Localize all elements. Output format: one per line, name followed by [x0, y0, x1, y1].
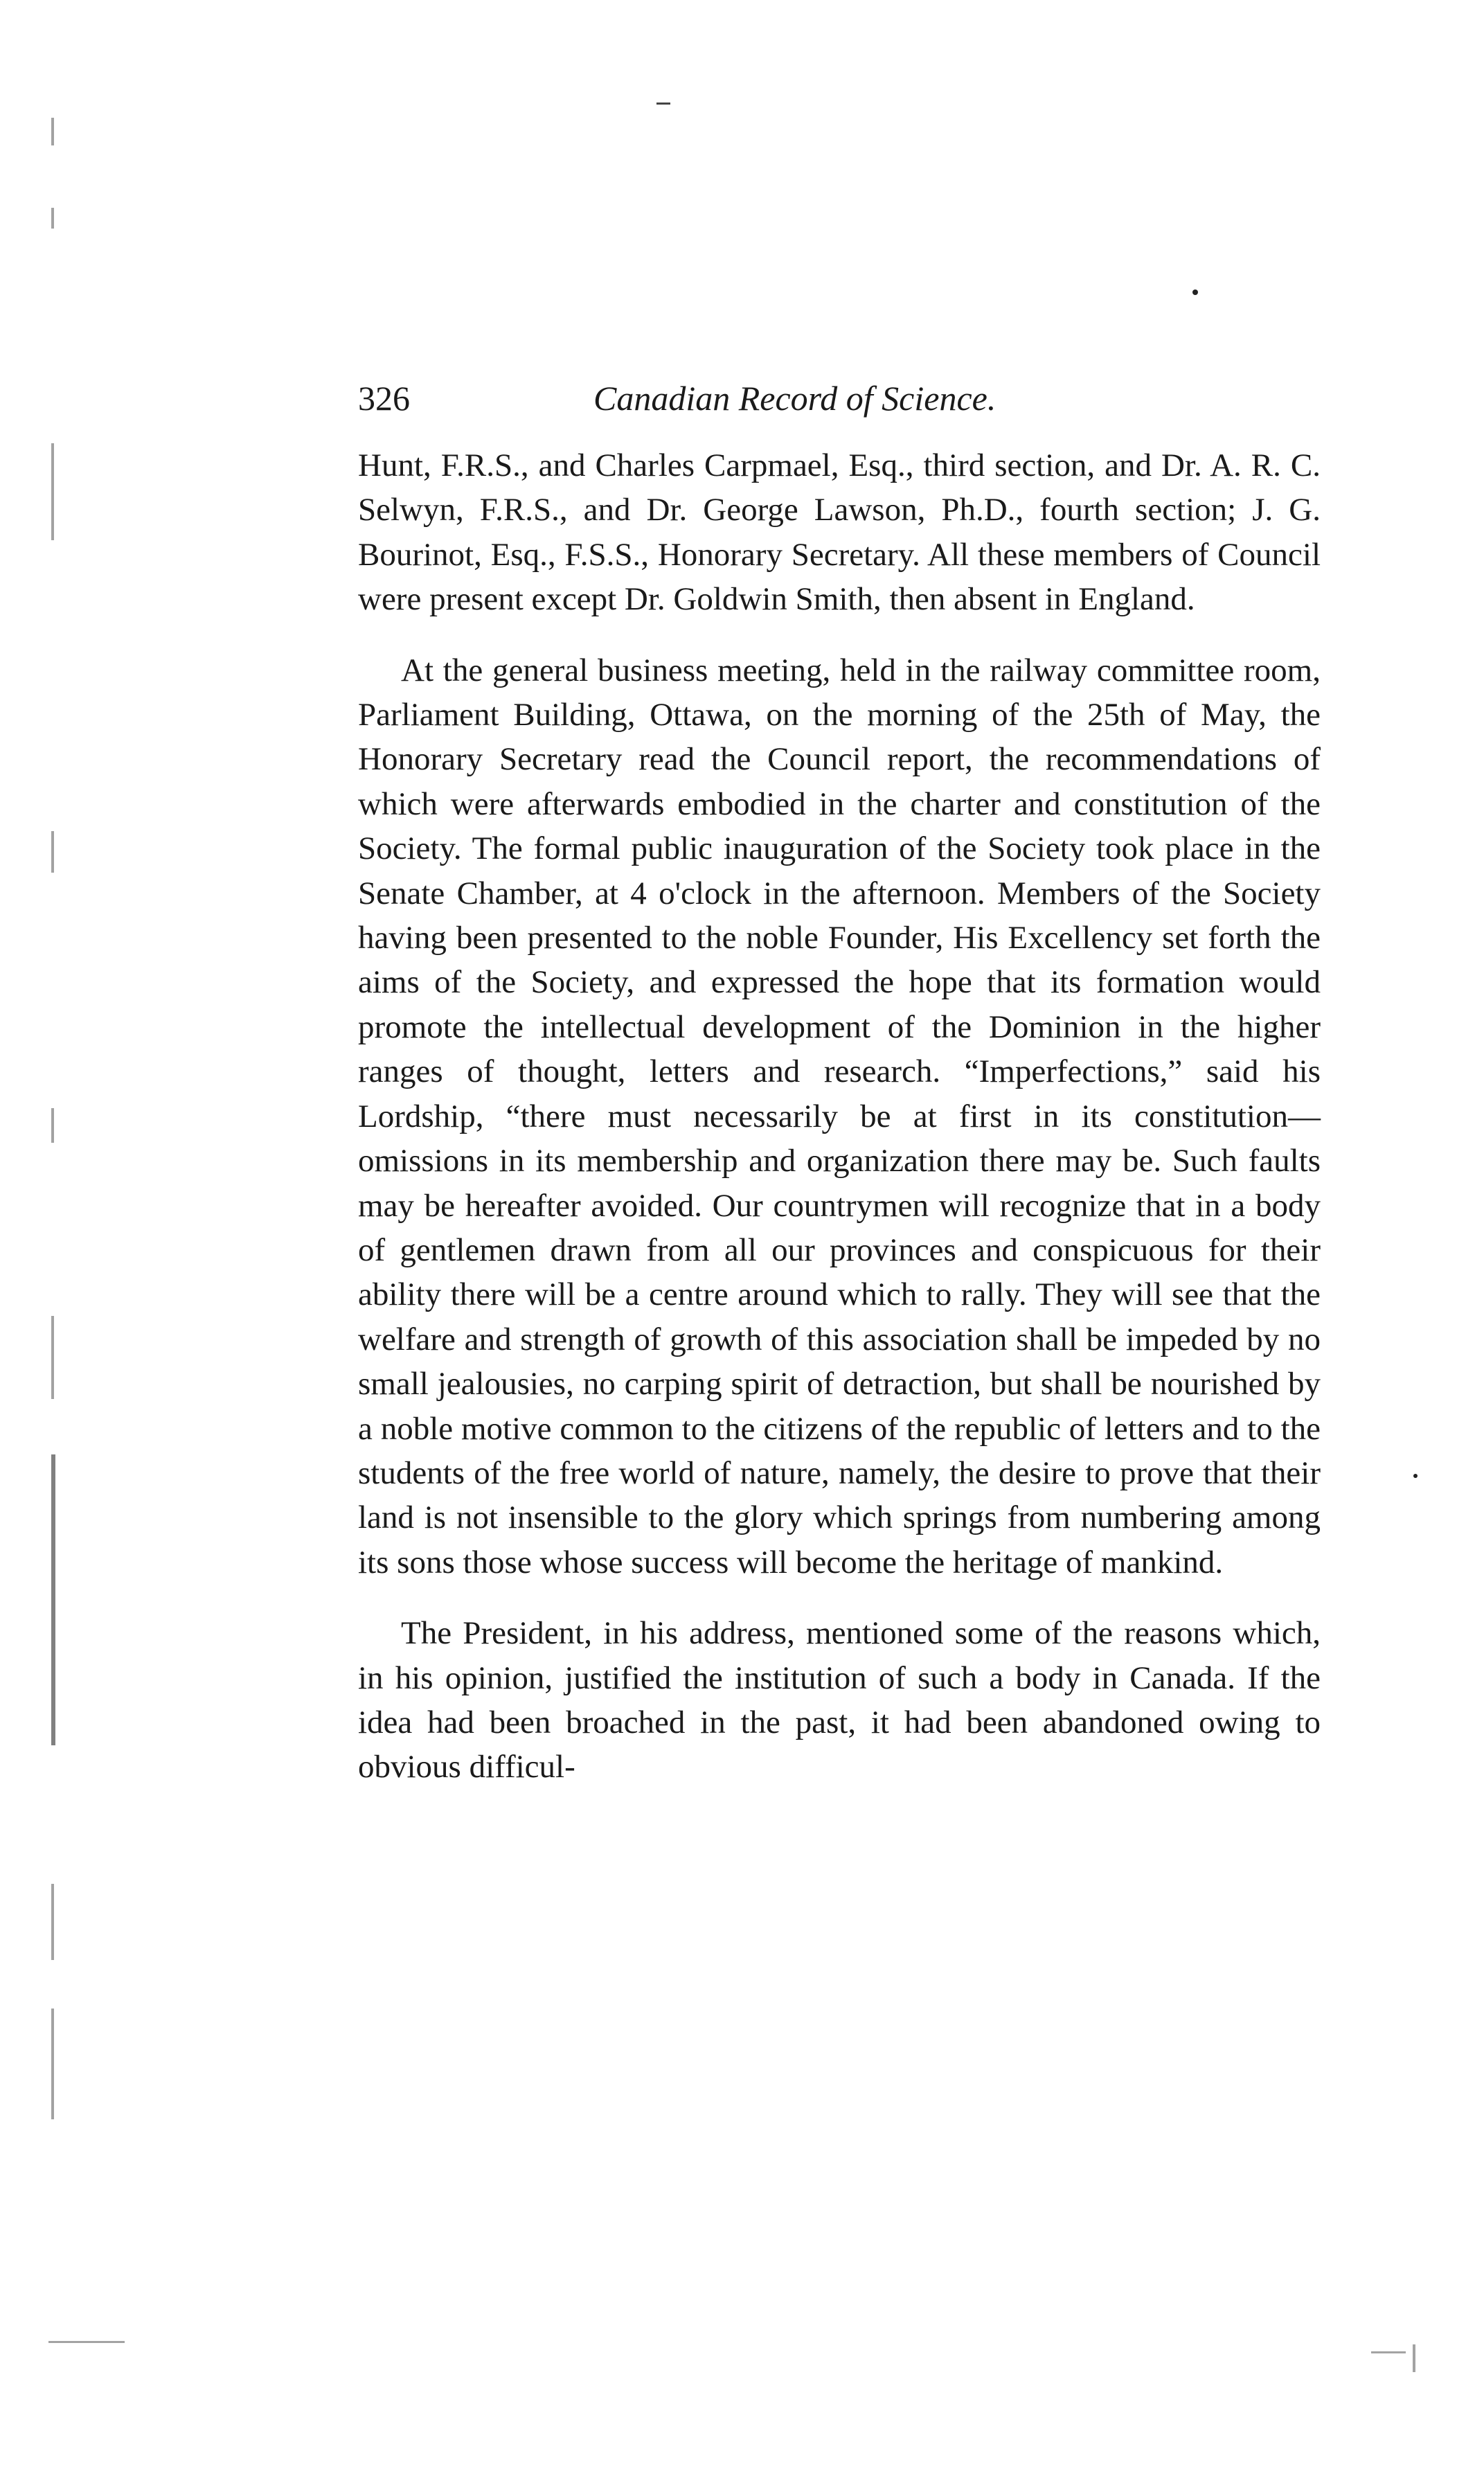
- margin-artifact: [51, 1884, 54, 1960]
- footer-artifact: [1413, 2344, 1415, 2372]
- margin-artifact: [51, 1454, 55, 1745]
- page-number: 326: [358, 379, 410, 418]
- margin-artifact: [51, 1108, 54, 1143]
- paragraph-president-address: The President, in his address, mentioned some of the reasons which, in his opinion, justified the institution of such a body in Canada. If the idea had been broached in the past, it had been abandoned owing to obvious difficul-: [358, 1615, 1321, 1785]
- margin-artifact: [51, 208, 54, 229]
- margin-artifact: [51, 118, 54, 145]
- scan-artifact-dash: [656, 103, 670, 105]
- footer-artifact: [1371, 2351, 1406, 2353]
- footer-artifact: [48, 2341, 125, 2343]
- margin-artifact: [51, 831, 54, 873]
- margin-artifact: [51, 2009, 54, 2119]
- scan-artifact-dot: [1192, 290, 1198, 295]
- body-text: [358, 443, 1321, 1790]
- paragraph-continuation: Hunt, F.R.S., and Charles Carpmael, Esq., third section, and Dr. A. R. C. Selwyn, F.R.S., and Dr. George Lawson, Ph.D., fourth section; J. G. Bourinot, Esq., F.S.S., Honorary Secretary. All these members of Council were present except Dr. Goldwin Smith, then absent in England.: [358, 447, 1321, 618]
- margin-artifact: [51, 1316, 54, 1399]
- journal-title: Canadian Record of Science.: [593, 379, 996, 418]
- paragraph-general-meeting: At the general business meeting, held in the railway committee room, Parliament Building, Ottawa, on the morning of the 25th of May, the Honorary Secretary read the Council report, the recommendations of which were afterwards embodied in the charter and constitution of the Society. The formal public inauguration of the Society took place in the Senate Chamber, at 4 o'clock in the afternoon. Members of the Society having been presented to the noble Founder, His Excellency set forth the aims of the Society, and expressed the hope that its formation would promote the intellectual development of the Dominion in the higher ranges of thought, letters and research. “Imperfections,” said his Lordship, “there must necessarily be at first in its constitution—omissions in its membership and organization there may be. Such faults may be hereafter avoided. Our countrymen will recognize that in a body of gentlemen drawn from all our provinces and conspicuous for their ability there will be a centre around which to rally. They will see that the welfare and strength of growth of this association shall be impeded by no small jealousies, no carping spirit of detraction, but shall be nourished by a noble motive common to the citizens of the republic of letters and to the students of the free world of nature, namely, the desire to prove that their land is not insensible to the glory which springs from numbering among its sons those whose success will become the heritage of mankind.: [358, 652, 1321, 1580]
- running-head: [358, 371, 1327, 426]
- scan-artifact-dot: [1413, 1474, 1418, 1478]
- margin-artifact: [51, 443, 54, 540]
